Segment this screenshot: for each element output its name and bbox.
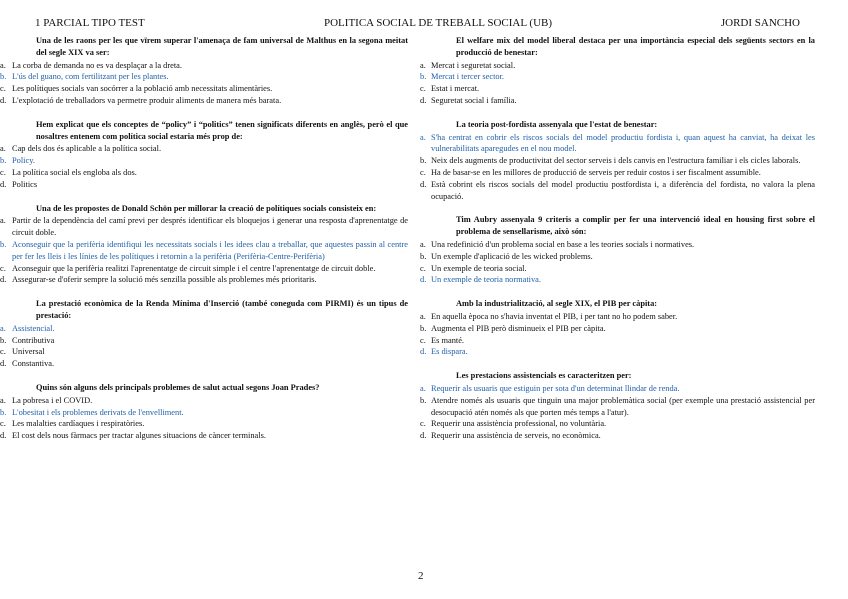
question-title: El welfare mix del model liberal destaca per una importància especial dels següents sectors en la producció de benestar:: [456, 36, 815, 57]
answer-option: [420, 418, 815, 430]
answer-option: [420, 263, 815, 275]
option-letter: b.: [0, 239, 7, 249]
option-text: Requerir als usuaris que estiguin per sota d'un determinat llindar de renda.: [431, 383, 680, 393]
option-text: Està cobrint els riscos socials del model productiu postfordista i, a diferència del fordista, no valora la plena ocupació.: [431, 179, 815, 201]
question-block: [420, 370, 815, 442]
answer-option: [0, 83, 408, 95]
answer-option: [420, 323, 815, 335]
answer-option: [420, 83, 815, 95]
option-text: Policy.: [12, 156, 35, 166]
option-text: Un exemple d'aplicació de les wicked problems.: [431, 251, 593, 261]
answer-option-correct: [420, 383, 815, 395]
answer-option: [420, 430, 815, 442]
option-letter: d.: [0, 431, 7, 441]
question-block: [420, 119, 815, 203]
option-letter: a.: [420, 132, 426, 142]
option-text: Requerir una assistència professional, no voluntària.: [431, 419, 607, 429]
question-block: [0, 35, 408, 107]
answer-option: [0, 418, 408, 430]
option-text: El cost dels nous fàrmacs per tractar algunes situacions de càncer terminals.: [12, 431, 266, 441]
option-text: Constantiva.: [12, 359, 55, 369]
question-title: Tim Aubry assenyala 9 criteris a complir per fer una intervenció ideal en housing first sobre el problema de sensellarisme, això són:: [456, 215, 815, 237]
option-text: Cap dels dos és aplicable a la política social.: [12, 144, 162, 154]
question-title: La prestació econòmica de la Renda Mínima d'Inserció (també coneguda com PIRMI) és un tipus de prestació:: [36, 299, 408, 320]
answer-option-correct: [0, 323, 408, 335]
option-letter: c.: [0, 263, 6, 273]
option-letter: c.: [420, 335, 426, 345]
question-block: [0, 298, 408, 370]
option-text: Estat i mercat.: [431, 84, 480, 94]
option-letter: d.: [420, 179, 427, 189]
option-letter: b.: [0, 72, 7, 82]
option-letter: d.: [420, 95, 427, 105]
option-letter: c.: [0, 84, 6, 94]
answer-option: [420, 167, 815, 179]
option-letter: b.: [0, 407, 7, 417]
option-text: Politics: [12, 179, 38, 189]
option-letter: a.: [0, 395, 6, 405]
option-letter: a.: [0, 60, 6, 70]
option-text: En aquella època no s'havia inventat el PIB, i per tant no ho podem saber.: [431, 311, 678, 321]
question-block: [0, 382, 408, 442]
option-text: Aconseguir que la perifèria realitzi l'aprenentatge de circuit simple i el centre l'aprenentatge de circuit doble.: [12, 263, 376, 273]
option-text: Assistencial.: [12, 323, 55, 333]
page-number: 2: [418, 570, 424, 582]
question-title: Quins són alguns dels principals problemes de salut actual segons Joan Prades?: [36, 382, 320, 392]
option-text: L'ús del guano, com fertilitzant per les plantes.: [12, 72, 169, 82]
answer-option: [420, 95, 815, 107]
option-letter: c.: [420, 263, 426, 273]
option-text: Una redefinició d'un problema social en base a les teories socials i normatives.: [431, 239, 695, 249]
option-letter: a.: [0, 323, 6, 333]
option-text: Atendre només als usuaris que tinguin una major problemàtica social (per exemple una prestació assistencial per desocupació atén només als que porten més temps a l'atur).: [431, 395, 815, 417]
answer-option: [420, 155, 815, 167]
option-text: Les polítiques socials van socórrer a la població amb necessitats alimentàries.: [12, 84, 273, 94]
option-text: Mercat i tercer sector.: [431, 72, 505, 82]
option-letter: c.: [420, 167, 426, 177]
option-letter: b.: [420, 251, 427, 261]
option-letter: b.: [420, 72, 427, 82]
option-letter: d.: [420, 431, 427, 441]
option-letter: b.: [420, 395, 427, 405]
option-letter: c.: [0, 419, 6, 429]
question-title: Una de les propostes de Donald Schön per millorar la creació de polítiques socials consisteix en:: [36, 203, 377, 213]
answer-option-correct: [420, 71, 815, 83]
answer-option-correct: [420, 346, 815, 358]
option-letter: a.: [0, 144, 6, 154]
question-block: [420, 214, 815, 286]
answer-option: [420, 60, 815, 72]
option-text: Augmenta el PIB però disminueix el PIB per càpita.: [431, 323, 606, 333]
option-text: La política social els engloba als dos.: [12, 167, 137, 177]
answer-option: [420, 239, 815, 251]
answer-option-correct: [0, 239, 408, 263]
option-letter: c.: [0, 167, 6, 177]
answer-option: [0, 335, 408, 347]
answer-option: [0, 95, 408, 107]
option-letter: a.: [420, 383, 426, 393]
option-text: Seguretat social i família.: [431, 95, 517, 105]
option-text: S'ha centrat en cobrir els riscos socials del model productiu fordista i, quan aquest ha canviat, ha deixat les vulnerabilitats aparegudes en el nou model.: [431, 132, 815, 154]
question-title: La teoria post-fordista assenyala que l'estat de benestar:: [456, 119, 658, 129]
answer-option-correct: [0, 71, 408, 83]
option-text: L'obesitat i els problemes derivats de l'envelliment.: [12, 407, 184, 417]
answer-option-correct: [0, 155, 408, 167]
option-letter: d.: [0, 359, 7, 369]
left-column: [0, 35, 408, 454]
answer-option: [0, 215, 408, 239]
answer-option: [0, 358, 408, 370]
header-title: POLITICA SOCIAL DE TREBALL SOCIAL (UB): [324, 17, 553, 29]
header-author: JORDI SANCHO: [720, 17, 800, 29]
question-block: [0, 119, 408, 191]
option-letter: d.: [0, 275, 7, 285]
option-letter: d.: [0, 179, 7, 189]
option-letter: b.: [0, 335, 7, 345]
answer-option: [0, 167, 408, 179]
option-letter: b.: [0, 156, 7, 166]
question-block: [420, 35, 815, 107]
answer-option: [0, 274, 408, 286]
option-text: La pobresa i el COVID.: [12, 395, 93, 405]
option-text: Assegurar-se d'oferir sempre la solució més senzilla possible als problemes més prioritaris.: [12, 275, 317, 285]
option-text: Aconseguir que la perifèria identifiqui les necessitats socials i les idees clau a treballar, que aquestes passin al centre per fer les lleis i les línies de les polítiques i retornin a la perifèria (Perifèria-Centre-Perifèria): [12, 239, 408, 261]
question-title: Amb la industrialització, al segle XIX, el PIB per càpita:: [456, 299, 658, 309]
option-text: Ha de basar-se en les millores de producció de serveis per reduir costos i ser fiscalment assumible.: [431, 167, 761, 177]
header-left: 1 PARCIAL TIPO TEST: [35, 17, 145, 29]
answer-option: [420, 179, 815, 203]
option-letter: d.: [0, 95, 7, 105]
option-letter: a.: [0, 216, 6, 226]
answer-option-correct: [420, 132, 815, 156]
question-title: Hem explicat que els conceptes de “policy” i “politics” tenen significats diferents en anglès, però el que nosaltres entenem com política social estaria més prop de:: [36, 119, 408, 141]
answer-option: [0, 143, 408, 155]
option-text: Partir de la dependència del camí previ per després identificar els bloquejos i generar una resposta d'aprenentatge de circuit doble.: [12, 216, 408, 238]
option-letter: c.: [420, 419, 426, 429]
option-text: La corba de demanda no es va desplaçar a la dreta.: [12, 60, 182, 70]
question-title: Les prestacions assistencials es caracteritzen per:: [456, 371, 632, 381]
answer-option: [0, 60, 408, 72]
option-letter: a.: [420, 60, 426, 70]
option-text: Universal: [12, 347, 45, 357]
option-letter: a.: [420, 239, 426, 249]
question-block: [420, 298, 815, 358]
option-text: Mercat i seguretat social.: [431, 60, 516, 70]
answer-option: [420, 251, 815, 263]
option-letter: b.: [420, 156, 427, 166]
answer-option-correct: [0, 407, 408, 419]
option-letter: d.: [420, 347, 427, 357]
answer-option: [420, 335, 815, 347]
right-column: [420, 35, 815, 454]
option-text: Requerir una assistència de serveis, no econòmica.: [431, 431, 601, 441]
answer-option-correct: [420, 274, 815, 286]
answer-option: [0, 430, 408, 442]
page-header: [30, 17, 800, 31]
answer-option: [420, 311, 815, 323]
answer-option: [0, 263, 408, 275]
option-text: Les malalties cardíaques i respiratòries.: [12, 419, 145, 429]
option-letter: c.: [420, 84, 426, 94]
option-text: Neix dels augments de productivitat del sector serveis i dels canvis en l'estructura familiar i els cicles laborals.: [431, 156, 801, 166]
option-letter: c.: [0, 347, 6, 357]
answer-option: [0, 179, 408, 191]
option-text: L'explotació de treballadors va permetre produir aliments de manera més barata.: [12, 95, 282, 105]
option-text: Un exemple de teoria normativa.: [431, 275, 541, 285]
question-block: [0, 203, 408, 287]
answer-option: [0, 395, 408, 407]
option-text: Es dispara.: [431, 347, 468, 357]
option-text: Es manté.: [431, 335, 465, 345]
answer-option: [0, 346, 408, 358]
question-title: Una de les raons per les que vïrem superar l'amenaça de fam universal de Malthus en la segona meitat del segle XIX va ser:: [36, 36, 408, 57]
answer-option: [420, 395, 815, 419]
option-letter: d.: [420, 275, 427, 285]
option-text: Contributiva: [12, 335, 55, 345]
option-text: Un exemple de teoria social.: [431, 263, 527, 273]
option-letter: b.: [420, 323, 427, 333]
option-letter: a.: [420, 311, 426, 321]
